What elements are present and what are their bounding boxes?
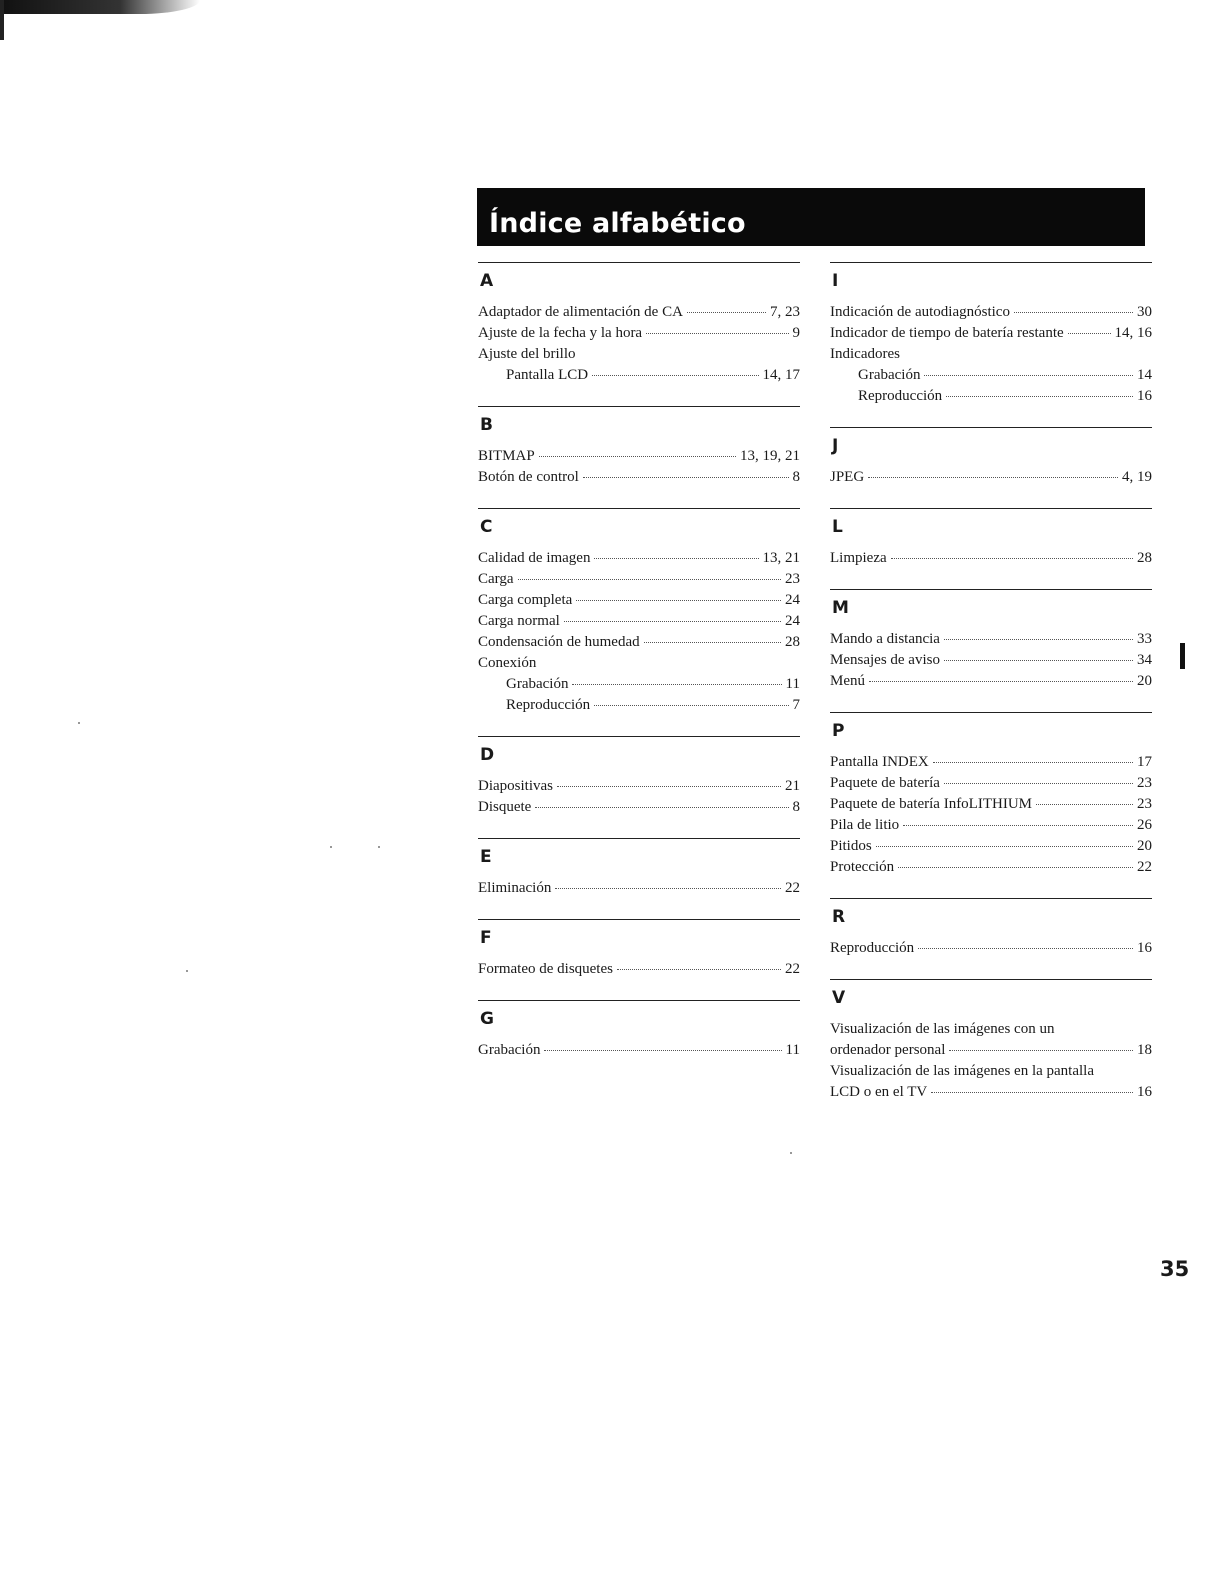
index-entry-pages: 21: [785, 778, 800, 794]
index-section-d: [478, 736, 800, 818]
index-header-bar: [477, 188, 1145, 246]
index-entry-term-line: Visualización de las imágenes con un: [830, 1021, 1055, 1037]
dot-leader: [535, 806, 788, 808]
dot-leader: [594, 704, 788, 706]
index-entry: [830, 302, 1152, 323]
index-entry: [478, 569, 800, 590]
section-divider: [478, 838, 800, 839]
dot-leader: [933, 761, 1133, 763]
dot-leader: [576, 599, 781, 601]
index-entry-pages: 7, 23: [770, 304, 800, 320]
section-letter: V: [832, 988, 846, 1008]
index-entry-term: Disquete: [478, 799, 532, 815]
scan-shadow: [0, 0, 200, 14]
dot-leader: [544, 1049, 781, 1051]
dot-leader: [931, 1091, 1133, 1093]
section-divider: [830, 589, 1152, 590]
index-entry-pages: 22: [785, 880, 800, 896]
index-subentry: [830, 365, 1152, 386]
index-entry-term: Pitidos: [830, 838, 872, 854]
dot-leader: [891, 557, 1133, 559]
dot-leader: [949, 1049, 1133, 1051]
index-column-left: [478, 262, 800, 1081]
index-entry-pages: 16: [1137, 940, 1152, 956]
index-entry: [830, 671, 1152, 692]
index-entry-term: Indicación de autodiagnóstico: [830, 304, 1010, 320]
index-entry-term: Calidad de imagen: [478, 550, 591, 566]
section-letter: F: [480, 928, 492, 948]
section-letter: I: [832, 271, 839, 291]
index-entry-pages: 17: [1137, 754, 1152, 770]
section-divider: [830, 898, 1152, 899]
index-section-g: [478, 1000, 800, 1061]
index-section-i: [830, 262, 1152, 407]
dot-leader: [564, 620, 781, 622]
index-entry-term: LCD o en el TV: [830, 1084, 928, 1100]
index-entry-term: Mando a distancia: [830, 631, 940, 647]
index-entry: [830, 1082, 1152, 1103]
index-entry: [478, 344, 800, 365]
index-entry-term: Conexión: [478, 655, 537, 671]
scan-speck: [330, 846, 332, 848]
dot-leader: [555, 887, 781, 889]
index-entry: [478, 1040, 800, 1061]
section-letter: E: [480, 847, 492, 867]
dot-leader: [518, 578, 781, 580]
index-entry-term: Formateo de disquetes: [478, 961, 613, 977]
dot-leader: [583, 476, 789, 478]
index-entry-term: Reproducción: [830, 940, 915, 956]
index-subentry: [478, 365, 800, 386]
index-entry-pages: 13, 19, 21: [740, 448, 800, 464]
index-entry-pages: 13, 21: [762, 550, 800, 566]
section-letter: M: [832, 598, 849, 618]
index-section-v: [830, 979, 1152, 1103]
index-entry-pages: 16: [1137, 388, 1152, 404]
index-entry-pages: 14, 16: [1114, 325, 1152, 341]
scan-speck: [78, 722, 80, 724]
scan-speck: [186, 970, 188, 972]
section-letter: B: [480, 415, 493, 435]
section-divider: [830, 262, 1152, 263]
index-entry: [830, 629, 1152, 650]
index-entry-pages: 28: [1137, 550, 1152, 566]
index-entry: [478, 467, 800, 488]
index-entry-term: Indicadores: [830, 346, 900, 362]
index-entry-pages: 14, 17: [762, 367, 800, 383]
section-divider: [478, 1000, 800, 1001]
dot-leader: [876, 845, 1133, 847]
index-entry-term: Menú: [830, 673, 865, 689]
dot-leader: [869, 680, 1133, 682]
index-entry-pages: 4, 19: [1122, 469, 1152, 485]
dot-leader: [687, 311, 766, 313]
index-entry: [830, 773, 1152, 794]
index-entry: [830, 794, 1152, 815]
dot-leader: [594, 557, 758, 559]
scan-speck: [790, 1152, 792, 1154]
index-entry-pages: 11: [785, 676, 800, 692]
index-entry-term: Pila de litio: [830, 817, 900, 833]
index-entry: [830, 323, 1152, 344]
index-entry-pages: 24: [785, 613, 800, 629]
index-entry: [478, 446, 800, 467]
index-entry-term: Adaptador de alimentación de CA: [478, 304, 683, 320]
index-subentry: [478, 695, 800, 716]
index-entry: [478, 302, 800, 323]
index-entry-pages: 23: [1137, 775, 1152, 791]
section-divider: [830, 427, 1152, 428]
dot-leader: [557, 785, 781, 787]
index-entry: [830, 1040, 1152, 1061]
index-entry: [478, 590, 800, 611]
index-section-l: [830, 508, 1152, 569]
index-entry: [830, 548, 1152, 569]
index-entry-term: Reproducción: [506, 697, 591, 713]
section-letter: J: [832, 436, 839, 456]
dot-leader: [868, 476, 1118, 478]
index-entry-term: Pantalla LCD: [506, 367, 589, 383]
index-entry-term: Eliminación: [478, 880, 552, 896]
index-entry-term: ordenador personal: [830, 1042, 946, 1058]
index-entry-term: Carga: [478, 571, 514, 587]
dot-leader: [898, 866, 1133, 868]
index-entry-term: Paquete de batería InfoLITHIUM: [830, 796, 1033, 812]
index-entry-pages: 16: [1137, 1084, 1152, 1100]
index-entry-pages: 22: [785, 961, 800, 977]
index-entry-term: Paquete de batería: [830, 775, 940, 791]
dot-leader: [924, 374, 1133, 376]
index-entry-term: Diapositivas: [478, 778, 553, 794]
index-entry-pages: 24: [785, 592, 800, 608]
scan-speck: [378, 846, 380, 848]
page-number: 35: [1160, 1257, 1190, 1281]
index-entry: [830, 836, 1152, 857]
index-entry-term-line: Visualización de las imágenes en la pantalla: [830, 1063, 1094, 1079]
index-entry-pages: 23: [785, 571, 800, 587]
index-section-c: [478, 508, 800, 716]
index-entry: [478, 959, 800, 980]
index-entry-pages: 9: [792, 325, 800, 341]
dot-leader: [1014, 311, 1133, 313]
index-entry-term: Indicador de tiempo de batería restante: [830, 325, 1064, 341]
index-entry-pages: 22: [1137, 859, 1152, 875]
section-divider: [478, 919, 800, 920]
index-entry-term: Condensación de humedad: [478, 634, 640, 650]
index-section-f: [478, 919, 800, 980]
scan-edge: [0, 0, 4, 40]
dot-leader: [944, 638, 1133, 640]
index-entry: [478, 323, 800, 344]
index-entry-pages: 20: [1137, 838, 1152, 854]
index-entry: [830, 752, 1152, 773]
index-entry-term: Carga normal: [478, 613, 560, 629]
page-title: Índice alfabético: [489, 208, 746, 239]
dot-leader: [539, 455, 736, 457]
index-entry-pages: 33: [1137, 631, 1152, 647]
dot-leader: [572, 683, 781, 685]
index-entry: [830, 650, 1152, 671]
index-entry-pages: 28: [785, 634, 800, 650]
dot-leader: [644, 641, 781, 643]
index-entry-pages: 34: [1137, 652, 1152, 668]
index-section-a: [478, 262, 800, 386]
section-letter: G: [480, 1009, 494, 1029]
index-entry-pages: 23: [1137, 796, 1152, 812]
index-entry: [478, 878, 800, 899]
index-entry-pages: 18: [1137, 1042, 1152, 1058]
index-entry-term: BITMAP: [478, 448, 535, 464]
index-entry-pages: 7: [792, 697, 800, 713]
index-entry-pages: 20: [1137, 673, 1152, 689]
index-entry: [830, 815, 1152, 836]
dot-leader: [944, 659, 1133, 661]
index-entry: [478, 611, 800, 632]
dot-leader: [592, 374, 758, 376]
section-letter: A: [480, 271, 494, 291]
index-entry: [830, 938, 1152, 959]
index-section-e: [478, 838, 800, 899]
index-section-p: [830, 712, 1152, 878]
dot-leader: [617, 968, 781, 970]
index-entry-pages: 11: [785, 1042, 800, 1058]
section-divider: [830, 712, 1152, 713]
dot-leader: [903, 824, 1133, 826]
index-entry-term: Grabación: [478, 1042, 541, 1058]
section-divider: [478, 736, 800, 737]
index-entry: [478, 797, 800, 818]
section-letter: R: [832, 907, 846, 927]
index-entry-pages: 8: [792, 799, 800, 815]
index-subentry: [830, 386, 1152, 407]
section-divider: [478, 406, 800, 407]
dot-leader: [918, 947, 1133, 949]
index-entry-term: Reproducción: [858, 388, 943, 404]
index-entry: [478, 548, 800, 569]
index-entry: [830, 467, 1152, 488]
index-entry-term: Botón de control: [478, 469, 579, 485]
index-entry: [830, 344, 1152, 365]
index-section-j: [830, 427, 1152, 488]
index-section-b: [478, 406, 800, 488]
dot-leader: [646, 332, 788, 334]
section-letter: D: [480, 745, 495, 765]
section-divider: [478, 262, 800, 263]
section-divider: [830, 508, 1152, 509]
section-letter: L: [832, 517, 843, 537]
index-entry-term: Grabación: [506, 676, 569, 692]
index-entry-term: Limpieza: [830, 550, 887, 566]
dot-leader: [1036, 803, 1133, 805]
index-entry-term: Grabación: [858, 367, 921, 383]
index-entry-term: JPEG: [830, 469, 865, 485]
section-divider: [478, 508, 800, 509]
index-entry-pages: 26: [1137, 817, 1152, 833]
section-letter: C: [480, 517, 493, 537]
section-divider: [830, 979, 1152, 980]
index-entry-term: Carga completa: [478, 592, 573, 608]
index-section-m: [830, 589, 1152, 692]
section-letter: P: [832, 721, 845, 741]
index-entry: [478, 632, 800, 653]
index-column-right: [830, 262, 1152, 1123]
dot-leader: [946, 395, 1133, 397]
index-entry-term: Ajuste del brillo: [478, 346, 576, 362]
index-entry: [478, 653, 800, 674]
index-subentry: [478, 674, 800, 695]
index-entry: [830, 857, 1152, 878]
index-entry-term: Protección: [830, 859, 895, 875]
index-entry-term: Ajuste de la fecha y la hora: [478, 325, 643, 341]
index-entry-pages: 14: [1137, 367, 1152, 383]
index-entry-term: Pantalla INDEX: [830, 754, 929, 770]
dot-leader: [944, 782, 1133, 784]
dot-leader: [1068, 332, 1111, 334]
index-section-r: [830, 898, 1152, 959]
index-entry-pages: 30: [1137, 304, 1152, 320]
index-entry-term: Mensajes de aviso: [830, 652, 940, 668]
thumb-index-marker: [1180, 643, 1185, 669]
index-entry-pages: 8: [792, 469, 800, 485]
index-entry: [478, 776, 800, 797]
